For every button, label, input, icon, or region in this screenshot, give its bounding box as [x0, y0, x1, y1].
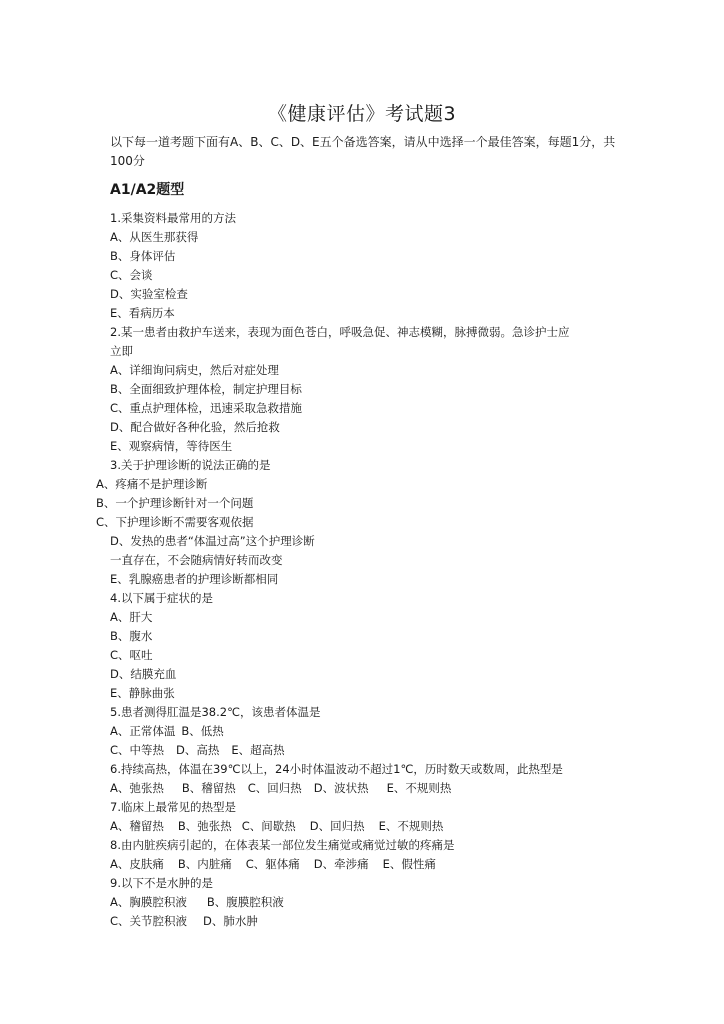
question-5-stem: 5.患者测得肛温是38.2℃，该患者体温是: [110, 705, 321, 719]
q1-option-a: A、从医生那获得: [110, 230, 199, 244]
q6-options-row: [110, 779, 451, 797]
q5-options-row1: [110, 722, 224, 740]
q6-option-e: E、不规则热: [386, 781, 452, 795]
q6-option-a: A、弛张热: [110, 781, 164, 795]
q3-option-d-line1: D、发热的患者“体温过高”这个护理诊断: [110, 534, 315, 548]
question-9-stem: 9.以下不是水肿的是: [110, 876, 213, 890]
question-2-stem-line2: 立即: [110, 344, 133, 358]
q8-option-a: A、皮肤痛: [110, 857, 164, 871]
question-6-stem: 6.持续高热，体温在39℃以上，24小时体温波动不超过1℃，历时数天或数周，此热型是: [110, 762, 563, 776]
question-1-stem: 1.采集资料最常用的方法: [110, 211, 236, 225]
q8-option-e: E、假性痛: [382, 857, 436, 871]
q2-option-b: B、全面细致护理体检，制定护理目标: [110, 382, 302, 396]
q3-option-e: E、乳腺癌患者的护理诊断都相同: [110, 572, 279, 586]
q5-option-b: B、低热: [181, 724, 224, 738]
question-2-stem-line1: 2.某一患者由救护车送来，表现为面色苍白，呼吸急促、神志模糊，脉搏微弱。急诊护士应: [110, 325, 570, 339]
q6-option-d: D、波状热: [313, 781, 369, 795]
q3-option-a: A、疼痛不是护理诊断: [96, 477, 208, 491]
q1-option-e: E、看病历本: [110, 306, 175, 320]
q1-option-c: C、会谈: [110, 268, 153, 282]
q5-option-e: E、超高热: [231, 743, 285, 757]
q9-option-d: D、肺水肿: [203, 914, 258, 928]
section-heading: A1/A2题型: [110, 182, 185, 198]
q7-option-d: D、回归热: [309, 819, 365, 833]
q8-option-b: B、内脏痛: [177, 857, 232, 871]
q2-option-a: A、详细询问病史，然后对症处理: [110, 363, 279, 377]
q1-option-d: D、实验室检查: [110, 287, 188, 301]
q3-option-d-line2: 一直存在，不会随病情好转而改变: [110, 553, 283, 567]
q6-option-b: B、稽留热: [181, 781, 236, 795]
page-title: 《健康评估》考试题3: [267, 103, 457, 125]
question-7-stem: 7.临床上最常见的热型是: [110, 800, 236, 814]
q3-option-b: B、一个护理诊断针对一个问题: [96, 496, 254, 510]
question-4-stem: 4.以下属于症状的是: [110, 591, 213, 605]
q4-option-e: E、静脉曲张: [110, 686, 175, 700]
q4-option-b: B、腹水: [110, 629, 153, 643]
q9-options-row2: [110, 912, 258, 930]
intro-paragraph: 以下每一道考题下面有A、B、C、D、E五个备选答案，请从中选择一个最佳答案，每题1分，共100分: [110, 135, 616, 168]
q7-options-row: [110, 817, 443, 835]
q1-option-b: B、身体评估: [110, 249, 176, 263]
q9-option-a: A、胸膜腔积液: [110, 895, 187, 909]
q8-option-d: D、牵涉痛: [313, 857, 369, 871]
q4-option-a: A、肝大: [110, 610, 153, 624]
q3-option-c: C、下护理诊断不需要客观依据: [96, 515, 254, 529]
q5-option-d: D、高热: [176, 743, 220, 757]
q5-options-row2: [110, 741, 285, 759]
q2-option-e: E、观察病情，等待医生: [110, 439, 233, 453]
q2-option-c: C、重点护理体检，迅速采取急救措施: [110, 401, 303, 415]
q7-option-a: A、稽留热: [110, 819, 164, 833]
q4-option-c: C、呕吐: [110, 648, 153, 662]
q9-option-c: C、关节腔积液: [110, 914, 188, 928]
q5-option-a: A、正常体温: [110, 724, 176, 738]
question-3-stem: 3.关于护理诊断的说法正确的是: [110, 458, 271, 472]
q7-option-b: B、弛张热: [177, 819, 232, 833]
question-8-stem: 8.由内脏疾病引起的，在体表某一部位发生痛觉或痛觉过敏的疼痛是: [110, 838, 455, 852]
q5-option-c: C、中等热: [110, 743, 165, 757]
q8-options-row: [110, 855, 436, 873]
q2-option-d: D、配合做好各种化验，然后抢救: [110, 420, 280, 434]
q4-option-d: D、结膜充血: [110, 667, 177, 681]
q9-options-row1: [110, 893, 284, 911]
q8-option-c: C、躯体痛: [245, 857, 300, 871]
q7-option-e: E、不规则热: [378, 819, 444, 833]
q9-option-b: B、腹膜腔积液: [206, 895, 284, 909]
q6-option-c: C、回归热: [247, 781, 302, 795]
q7-option-c: C、间歇热: [241, 819, 296, 833]
